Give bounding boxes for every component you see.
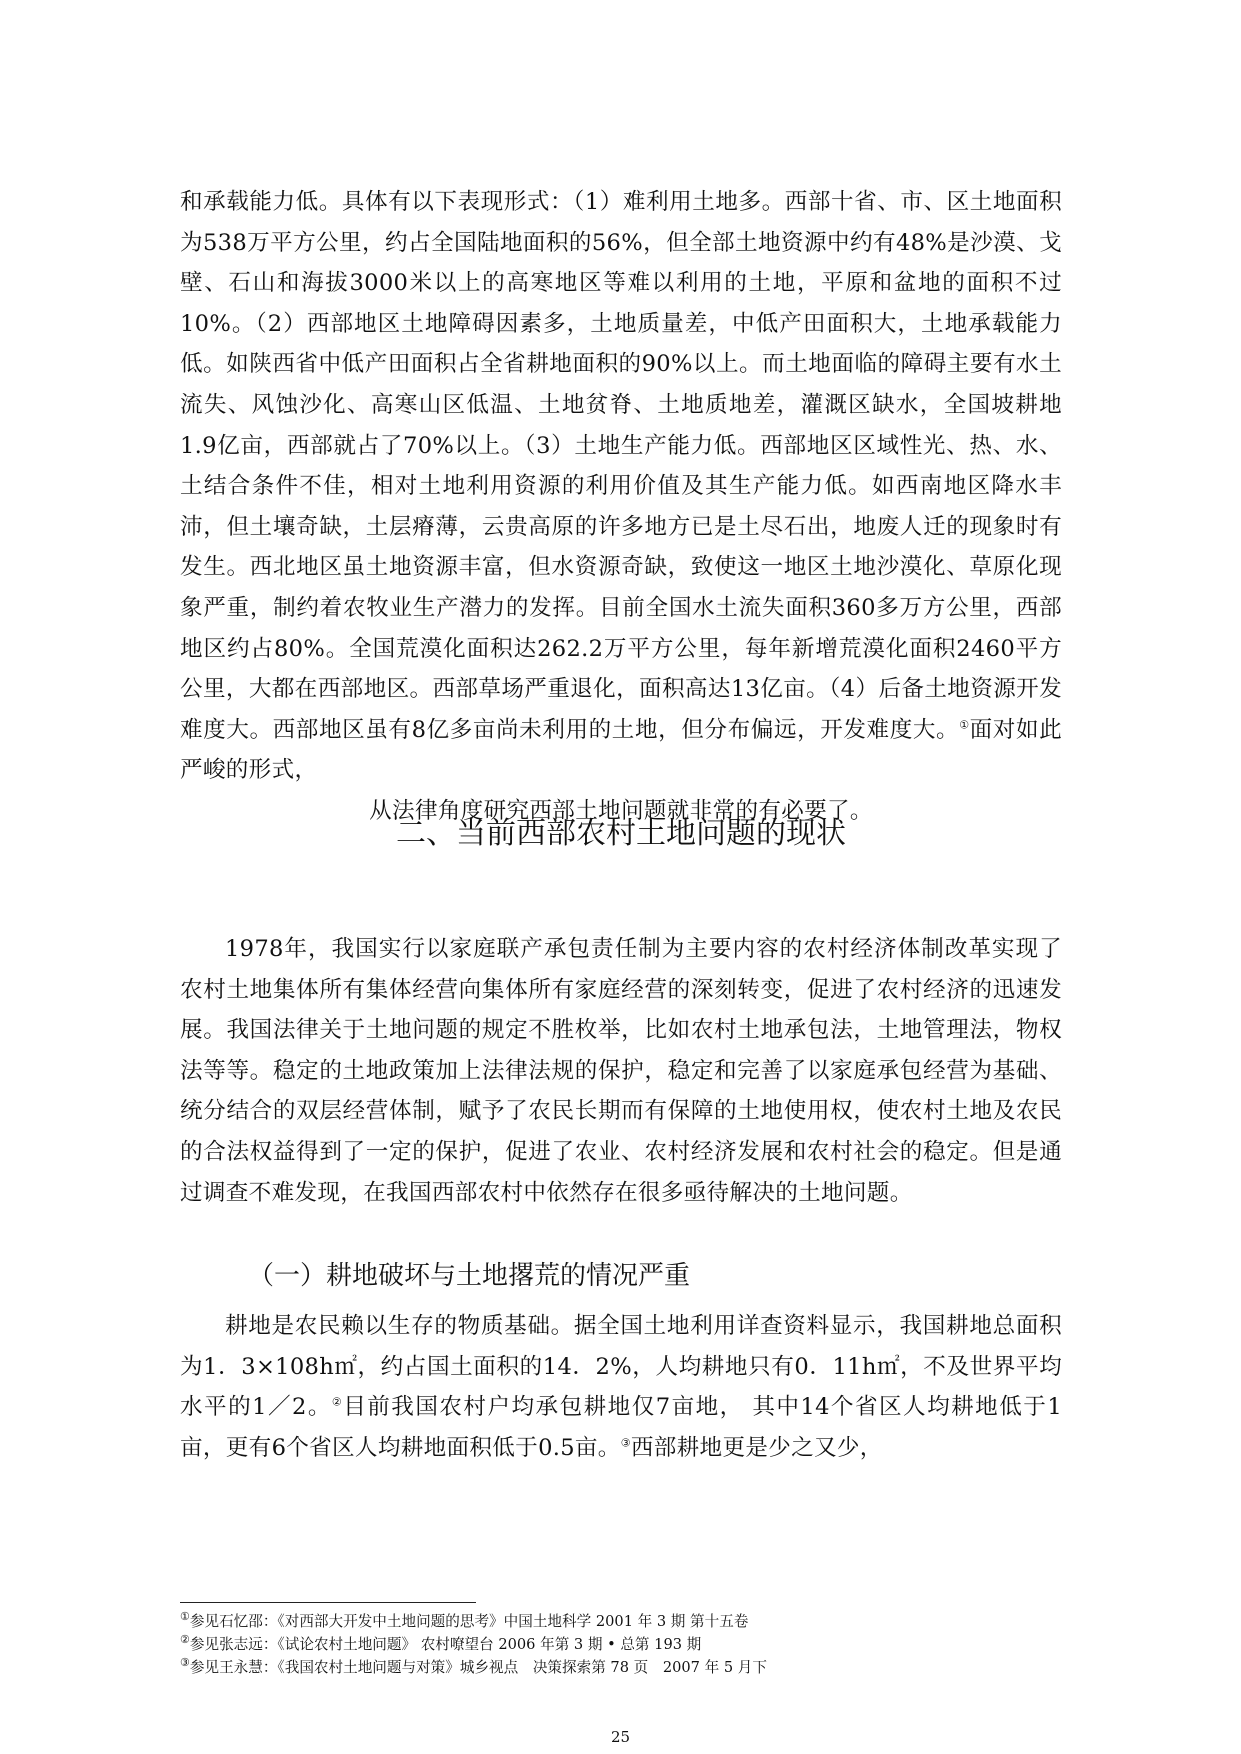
footnote [180,1656,1062,1679]
page-number: 25 [610,1728,631,1746]
footnote-mark: ③ [180,1656,190,1670]
paragraph-text: 西部耕地更是少之又少， [630,1434,883,1461]
footnote-text: 参见石忆邵：《对西部大开发中土地问题的思考》中国土地科学 2001 年 3 期 第十五卷 [189,1613,749,1630]
paragraph-text: 目前我国农村户均承包耕地仅7亩地， 其中14个省区人均耕地低于1亩，更有6个省区人均耕地面积低于0.5亩。 [180,1394,1062,1461]
footnote [180,1633,1062,1656]
footnote-text: 参见张志远：《试论农村土地问题》 农村嘹望台 2006 年第 3 期 • 总第 193 期 [189,1636,702,1653]
footnote [180,1610,1062,1633]
paragraph-farmland [180,1306,1062,1468]
footnote-ref-2: ② [331,1395,344,1409]
paragraph-last-line: 从法律角度研究西部土地问题就非常的有必要了。 [369,797,873,824]
subsection-heading: （一）耕地破坏与土地撂荒的情况严重 [248,1261,691,1291]
footnote-mark: ① [180,1610,190,1624]
paragraph-text: 和承载能力低。具体有以下表现形式：（1）难利用土地多。西部十省、市、区土地面积为538万平方公里，约占全国陆地面积的56%，但全部土地资源中约有48%是沙漠、戈壁、石山和海拔3000米以上的高寒地区等难以利用的土地，平原和盆地的面积不过10%。（2）西部地区土地障碍因素多，土地质量差，中低产田面积大，土地承载能力低。如陕西省中低产田面积占全省耕地面积的90%以上。而土地面临的障碍主要有水土流失、风蚀沙化、高寒山区低温、土地贫脊、土地质地差，灌溉区缺水，全国坡耕地1.9亿亩，西部就占了70%以上。（3）土地生产能力低。西部地区区域性光、热、水、土结合条件不佳，相对土地利用资源的利用价值及其生产能力低。如西南地区降水丰沛，但土壤奇缺，土层瘠薄，云贵高原的许多地方已是土尽石出，地废人迁的现象时有发生。西北地区虽土地资源丰富，但水资源奇缺，致使这一地区土地沙漠化、草原化现象严重，制约着农牧业生产潜力的发挥。目前全国水土流失面积360多万方公里，西部地区约占80%。全国荒漠化面积达262.2万平方公里，每年新增荒漠化面积2460平方公里，大都在西部地区。西部草场严重退化，面积高达13亿亩。（4）后备土地资源开发难度大。西部地区虽有8亿多亩尚未利用的土地，但分布偏远，开发难度大。 [180,189,1062,743]
footnote-ref-1: ① [959,718,970,732]
footnote-divider [180,1602,476,1603]
footnotes [180,1610,1062,1679]
paragraph-text-tail: 面对如此严峻的形式， [180,716,1062,784]
footnote-ref-3: ③ [620,1436,631,1450]
paragraph-current-status: 1978年，我国实行以家庭联产承包责任制为主要内容的农村经济体制改革实现了农村土地集体所有集体经营向集体所有家庭经营的深刻转变，促进了农村经济的迅速发展。我国法律关于土地问题的规定不胜枚举，比如农村土地承包法，土地管理法，物权法等等。稳定的土地政策加上法律法规的保护，稳定和完善了以家庭承包经营为基础、统分结合的双层经营体制，赋予了农民长期而有保障的土地使用权，使农村土地及农民的合法权益得到了一定的保护，促进了农业、农村经济发展和农村社会的稳定。但是通过调查不难发现，在我国西部农村中依然存在很多亟待解决的土地问题。 [180,936,1062,1206]
footnote-text: 参见王永慧：《我国农村土地问题与对策》城乡视点 决策探索第 78 页 2007 年 5 月下 [189,1659,767,1676]
footnote-mark: ② [180,1633,190,1647]
paragraph-western-land-conditions [180,182,1062,832]
section-heading: 二、当前西部农村土地问题的现状 [396,816,846,851]
paragraph-text: 耕地是农民赖以生存的物质基础。据全国土地利用详查资料显示，我国耕地总面积为1．3×108h㎡，约占国土面积的14．2%，人均耕地只有0．11h㎡，不及世界平均水平的1／2。 [180,1313,1062,1421]
